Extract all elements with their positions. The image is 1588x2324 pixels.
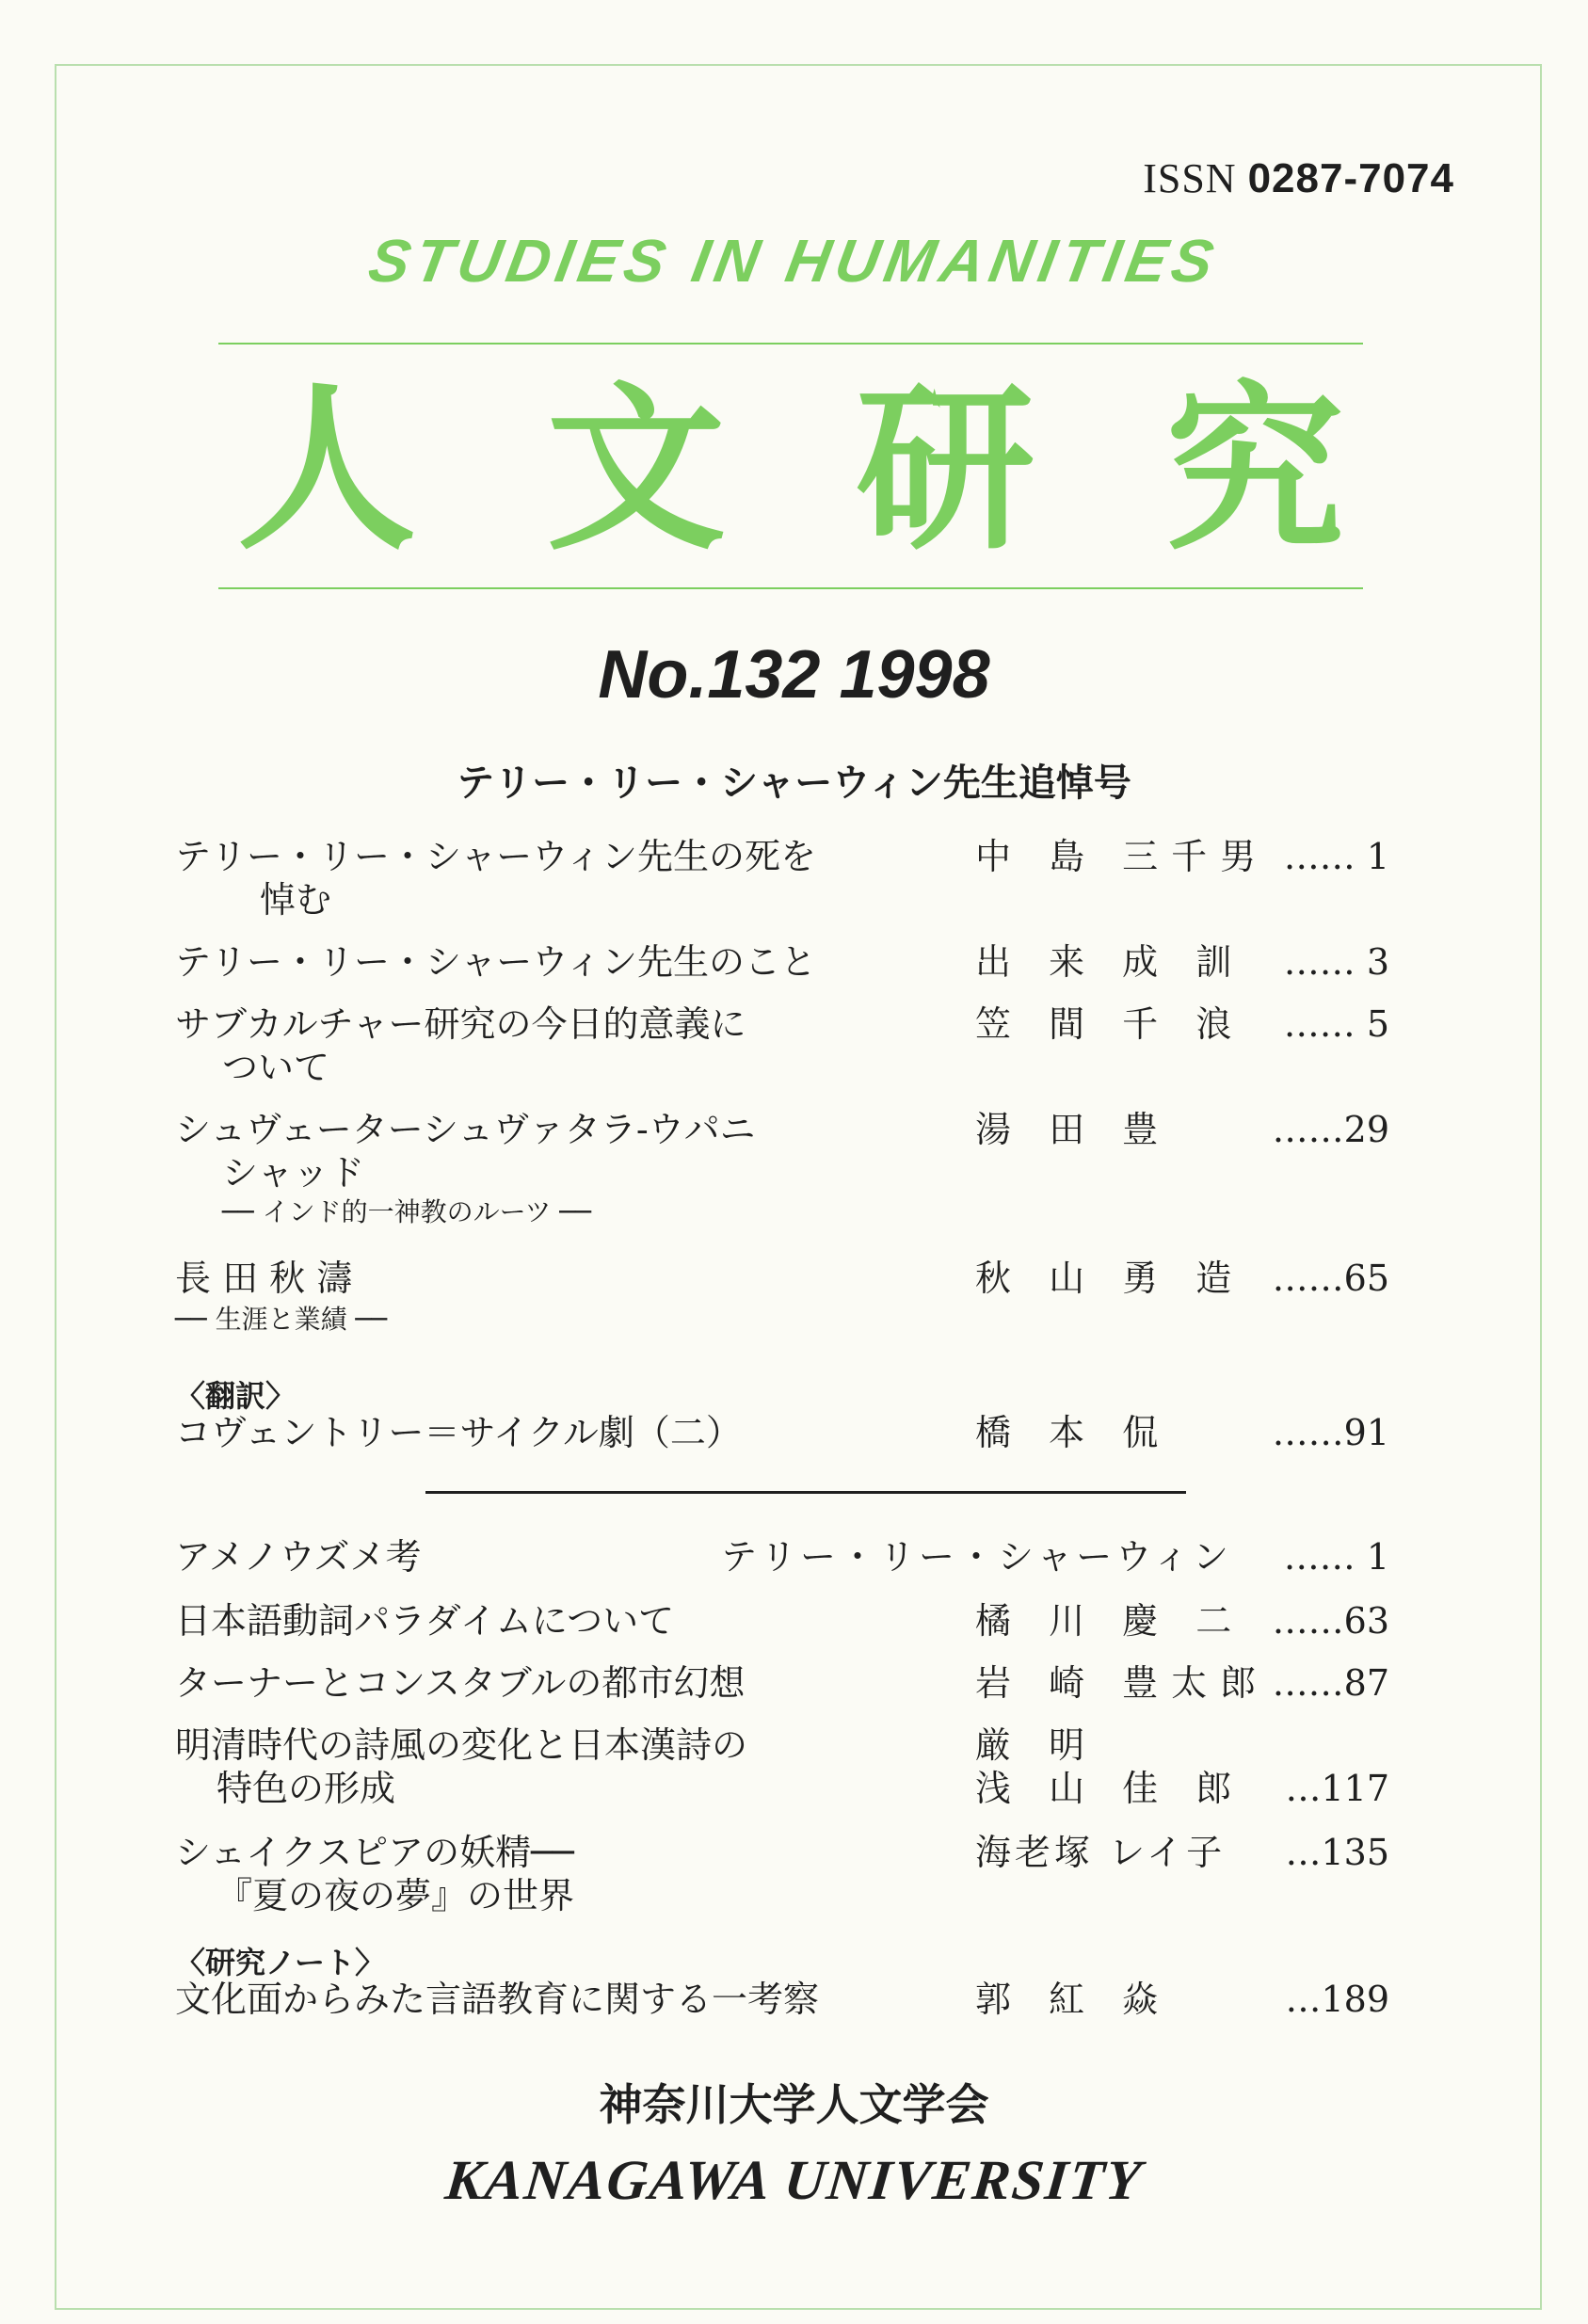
issn-label: ISSN: [1143, 155, 1237, 201]
research-note-label: 〈研究ノート〉: [175, 1945, 386, 1980]
entry-author: 笠 間 千 浪: [975, 1003, 1245, 1045]
entry-title: テリー・リー・シャーウィン先生の死を: [175, 836, 816, 877]
entry-author: 海老塚 レイ子: [975, 1832, 1227, 1873]
entry-page: …117: [1285, 1768, 1389, 1809]
section-divider: [425, 1491, 1186, 1494]
translation-label: 〈翻訳〉: [175, 1378, 297, 1414]
main-title-char-1: 人: [237, 366, 417, 574]
entry-page: …… 1: [1283, 1536, 1389, 1578]
entry-title: 日本語動詞パラダイムについて: [175, 1600, 675, 1642]
entry-page: …… 5: [1283, 1003, 1389, 1045]
entry-title: アメノウズメ考: [175, 1536, 422, 1578]
entry-author: 橋 本 侃: [975, 1412, 1172, 1453]
entry-subtitle: ── インド的一神教のルーツ ──: [222, 1196, 592, 1227]
title-rule-top: [218, 343, 1363, 345]
entry-title-cont: シャッド: [222, 1152, 365, 1194]
entry-title-cont: 悼む: [260, 879, 332, 921]
issn-number: 0287-7074: [1247, 155, 1454, 201]
entry-page: ……65: [1272, 1258, 1389, 1299]
entry-author: 湯 田 豊: [975, 1109, 1172, 1150]
memorial-heading: テリー・リー・シャーウィン先生追悼号: [457, 761, 1131, 805]
entry-author: 秋 山 勇 造: [975, 1258, 1245, 1299]
entry-title: 長 田 秋 濤: [175, 1258, 353, 1299]
entry-author: 岩 崎 豊太郎: [975, 1662, 1270, 1704]
entry-page: ……63: [1272, 1600, 1389, 1642]
entry-title: コヴェントリー＝サイクル劇（二）: [175, 1412, 742, 1453]
entry-page: ……91: [1272, 1412, 1389, 1453]
entry-title: 明清時代の詩風の変化と日本漢詩の: [175, 1724, 748, 1766]
entry-author: 中 島 三千男: [975, 836, 1270, 877]
main-title-char-3: 研: [856, 366, 1035, 574]
entry-title: シェイクスピアの妖精──: [175, 1832, 574, 1873]
entry-author: 出 来 成 訓: [975, 941, 1245, 983]
main-title-char-4: 究: [1164, 366, 1344, 574]
entry-title: ターナーとコンスタブルの都市幻想: [175, 1662, 746, 1704]
entry-author: テリー・リー・シャーウィン: [721, 1536, 1232, 1578]
title-rule-bottom: [218, 587, 1363, 589]
main-title: [218, 366, 1363, 574]
entry-page: …… 1: [1283, 836, 1389, 877]
publisher: 神奈川大学人文学会: [599, 2079, 989, 2130]
entry-author: 郭 紅 焱: [975, 1979, 1172, 2020]
entry-title-cont: 特色の形成: [217, 1768, 396, 1809]
entry-title: シュヴェーターシュヴァタラ-ウパニ: [175, 1109, 756, 1150]
issue-number: No.132 1998: [598, 637, 990, 713]
series-title: STUDIES IN HUMANITIES: [363, 227, 1225, 295]
entry-author-2: 浅 山 佳 郎: [975, 1768, 1245, 1809]
entry-page: ……29: [1272, 1109, 1389, 1150]
university-name: KANAGAWA UNIVERSITY: [442, 2149, 1146, 2211]
entry-title-cont: ついて: [222, 1047, 330, 1088]
entry-title-cont: 『夏の夜の夢』の世界: [217, 1875, 575, 1916]
main-title-char-2: 文: [546, 366, 726, 574]
entry-subtitle: ── 生涯と業績 ──: [175, 1304, 388, 1335]
entry-title: 文化面からみた言語教育に関する一考察: [175, 1979, 820, 2020]
issn: [1143, 154, 1454, 202]
entry-author: 厳 明: [975, 1724, 1099, 1766]
entry-page: …… 3: [1283, 941, 1389, 983]
entry-author: 橘 川 慶 二: [975, 1600, 1245, 1642]
entry-page: …189: [1285, 1979, 1389, 2020]
entry-title: テリー・リー・シャーウィン先生のこと: [175, 941, 816, 983]
entry-page: ……87: [1272, 1662, 1389, 1704]
entry-title: サブカルチャー研究の今日的意義に: [175, 1003, 746, 1045]
entry-page: …135: [1285, 1832, 1389, 1873]
